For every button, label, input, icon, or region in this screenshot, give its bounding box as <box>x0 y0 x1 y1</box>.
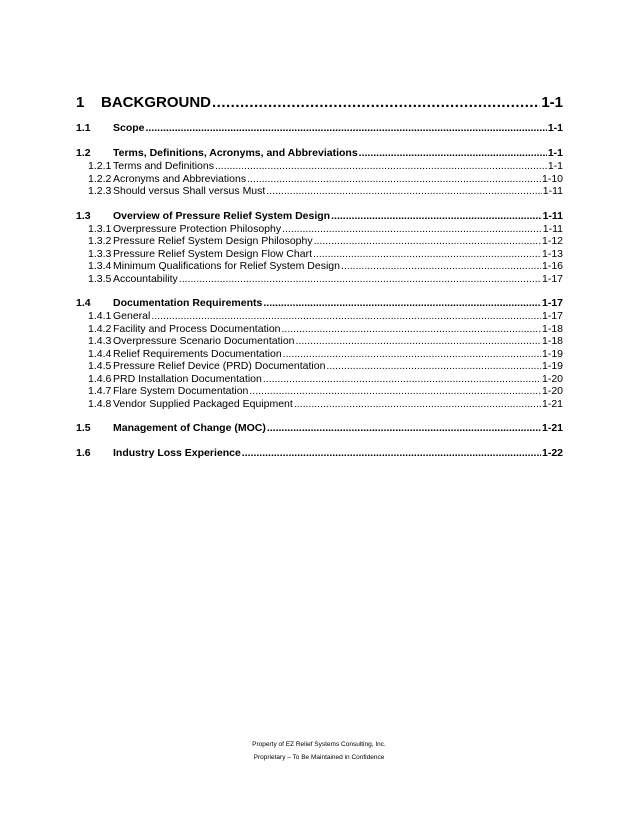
toc-subsection-page: 1-17 <box>541 272 563 285</box>
toc-subsection-number: 1.3.4 <box>88 260 112 272</box>
toc-leader-dots <box>263 373 541 386</box>
footer-proprietary: Proprietary – To Be Maintained in Confidence <box>253 754 385 761</box>
toc-subsection-page: 1-20 <box>541 385 563 397</box>
toc-subsection-page: 1-16 <box>541 260 563 272</box>
table-of-contents <box>76 93 563 460</box>
toc-sections <box>76 121 563 460</box>
toc-subsection-number: 1.3.3 <box>88 247 112 260</box>
toc-subsection-entry[interactable] <box>76 260 563 273</box>
toc-section-entry[interactable] <box>76 121 563 135</box>
toc-section-page: 1-1 <box>547 147 563 159</box>
toc-leader-dots <box>179 273 541 286</box>
toc-section-entry[interactable] <box>76 146 563 160</box>
toc-section-number: 1.4 <box>76 297 91 309</box>
toc-section-page: 1-17 <box>541 297 563 309</box>
toc-subsection-title: Pressure Relief System Design Flow Chart <box>113 247 312 260</box>
toc-subsection-number: 1.4.6 <box>88 372 112 385</box>
toc-subsection-entry[interactable] <box>76 323 563 336</box>
toc-subsection-entry[interactable] <box>76 398 563 411</box>
toc-subsection-number: 1.3.1 <box>88 222 112 235</box>
toc-leader-dots <box>249 385 541 398</box>
toc-subsection-title: Pressure Relief System Design Philosophy <box>113 235 313 247</box>
toc-subsection-number: 1.3.2 <box>88 235 112 247</box>
toc-subsection-entry[interactable] <box>76 173 563 186</box>
toc-subsection-page: 1-17 <box>541 310 563 322</box>
toc-subsection-page: 1-18 <box>541 335 563 347</box>
toc-leader-dots <box>247 173 541 186</box>
toc-chapter-title: BACKGROUND <box>101 94 211 111</box>
toc-subsection-entry[interactable] <box>76 335 563 348</box>
toc-section-group <box>76 146 563 198</box>
toc-leader-dots <box>242 446 541 460</box>
toc-subsection-title: Accountability <box>113 272 178 285</box>
toc-subsection-title: Should versus Shall versus Must <box>113 185 266 197</box>
toc-section-title: Industry Loss Experience <box>113 447 241 459</box>
toc-subsection-page: 1-11 <box>542 222 563 235</box>
toc-leader-dots <box>146 121 547 135</box>
toc-subsection-page: 1-19 <box>541 347 563 360</box>
toc-leader-dots <box>296 335 541 348</box>
toc-subsection-entry[interactable] <box>76 348 563 361</box>
toc-subsection-number: 1.3.5 <box>88 272 112 285</box>
toc-section-group <box>76 121 563 135</box>
toc-subsection-title: Flare System Documentation <box>113 385 249 397</box>
toc-section-title: Overview of Pressure Relief System Design <box>113 209 331 222</box>
toc-subsection-number: 1.2.1 <box>88 160 112 172</box>
toc-section-entry[interactable] <box>76 296 563 310</box>
toc-section-title: Scope <box>113 122 145 134</box>
footer-property: Property of EZ Relief Systems Consulting, Inc. <box>252 741 386 748</box>
toc-leader-dots <box>341 260 541 273</box>
toc-subsection-title: Minimum Qualifications for Relief System Design <box>113 260 340 272</box>
toc-chapter-page: 1-1 <box>541 94 563 111</box>
toc-subsection-entry[interactable] <box>76 385 563 398</box>
toc-leader-dots <box>267 421 541 435</box>
toc-subsection-page: 1-1 <box>547 160 563 172</box>
toc-subsection-title: General <box>113 310 151 322</box>
toc-subsection-entry[interactable] <box>76 360 563 373</box>
toc-section-number: 1.3 <box>76 209 91 222</box>
toc-chapter-number: 1 <box>76 94 85 111</box>
toc-subsection-page: 1-13 <box>541 247 563 260</box>
toc-leader-dots <box>215 160 547 173</box>
toc-section-title: Terms, Definitions, Acronyms, and Abbreviations <box>113 147 358 159</box>
toc-section-number: 1.5 <box>76 422 91 434</box>
toc-leader-dots <box>283 348 541 361</box>
toc-leader-dots <box>266 185 541 198</box>
toc-section-number: 1.1 <box>76 122 91 134</box>
toc-leader-dots <box>151 310 541 323</box>
toc-subsection-number: 1.4.8 <box>88 397 112 410</box>
toc-section-page: 1-1 <box>547 122 563 134</box>
toc-subsection-page: 1-12 <box>541 235 563 247</box>
toc-leader-dots <box>326 360 541 373</box>
toc-subsection-page: 1-19 <box>541 360 563 372</box>
toc-subsection-page: 1-10 <box>541 172 563 185</box>
toc-subsection-number: 1.2.3 <box>88 185 112 197</box>
toc-subsection-number: 1.4.7 <box>88 385 112 397</box>
toc-section-group <box>76 446 563 460</box>
toc-leader-dots <box>263 296 541 310</box>
toc-chapter-entry[interactable] <box>76 93 563 113</box>
toc-section-group <box>76 209 563 286</box>
toc-subsection-page: 1-20 <box>541 372 563 385</box>
toc-leader-dots <box>314 235 541 248</box>
toc-subsection-number: 1.4.4 <box>88 347 112 360</box>
toc-section-group <box>76 296 563 410</box>
toc-subsection-title: Overpressure Scenario Documentation <box>113 335 295 347</box>
toc-section-entry[interactable] <box>76 446 563 460</box>
toc-subsection-page: 1-11 <box>542 185 563 197</box>
toc-subsection-entry[interactable] <box>76 310 563 323</box>
toc-subsection-page: 1-21 <box>541 397 563 410</box>
toc-section-title: Documentation Requirements <box>113 297 263 309</box>
toc-section-number: 1.6 <box>76 447 91 459</box>
toc-subsection-title: Acronyms and Abbreviations <box>113 172 247 185</box>
toc-subsection-entry[interactable] <box>76 185 563 198</box>
toc-subsection-entry[interactable] <box>76 160 563 173</box>
toc-leader-dots <box>331 209 541 223</box>
toc-subsection-entry[interactable] <box>76 223 563 236</box>
toc-subsection-title: Pressure Relief Device (PRD) Documentation <box>113 360 326 372</box>
toc-subsection-number: 1.2.2 <box>88 172 112 185</box>
toc-subsection-entry[interactable] <box>76 248 563 261</box>
toc-section-entry[interactable] <box>76 421 563 435</box>
toc-subsection-number: 1.4.1 <box>88 310 112 322</box>
toc-leader-dots <box>359 146 547 160</box>
toc-section-entry[interactable] <box>76 209 563 223</box>
toc-subsection-entry[interactable] <box>76 373 563 386</box>
toc-section-page: 1-21 <box>541 422 563 434</box>
toc-subsection-title: Overpressure Protection Philosophy <box>113 222 282 235</box>
toc-leader-dots <box>282 223 542 236</box>
toc-subsection-title: PRD Installation Documentation <box>113 372 262 385</box>
toc-subsection-number: 1.4.3 <box>88 335 112 347</box>
toc-section-number: 1.2 <box>76 147 91 159</box>
toc-subsection-title: Vendor Supplied Packaged Equipment <box>113 397 293 410</box>
toc-leader-dots <box>313 248 541 261</box>
toc-subsection-number: 1.4.2 <box>88 322 112 335</box>
toc-subsection-title: Relief Requirements Documentation <box>113 347 282 360</box>
toc-subsection-title: Facility and Process Documentation <box>113 322 281 335</box>
toc-leader-dots <box>212 93 540 113</box>
toc-section-page: 1-11 <box>542 209 563 222</box>
toc-subsection-entry[interactable] <box>76 235 563 248</box>
toc-leader-dots <box>294 398 541 411</box>
toc-section-page: 1-22 <box>541 447 563 459</box>
toc-subsection-page: 1-18 <box>541 322 563 335</box>
toc-subsection-entry[interactable] <box>76 273 563 286</box>
toc-leader-dots <box>282 323 541 336</box>
toc-subsection-number: 1.4.5 <box>88 360 112 372</box>
toc-section-group <box>76 421 563 435</box>
toc-section-title: Management of Change (MOC) <box>113 422 266 434</box>
toc-subsection-title: Terms and Definitions <box>113 160 214 172</box>
